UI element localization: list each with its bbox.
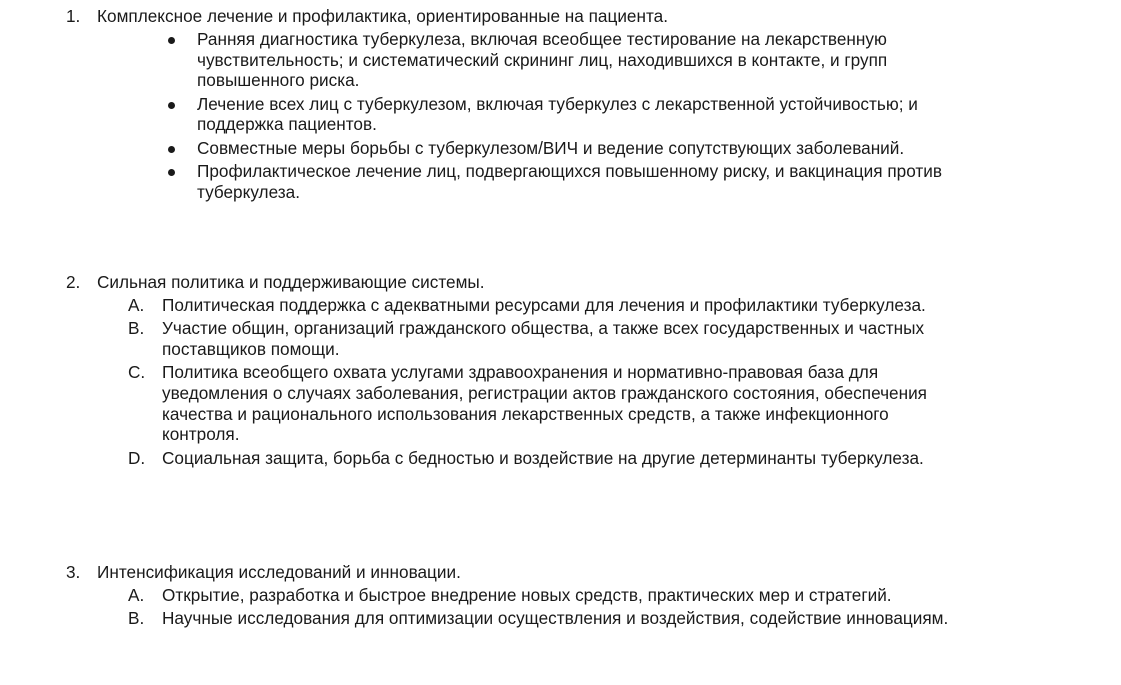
bullet-icon xyxy=(168,169,175,176)
list-item-text: Социальная защита, борьба с бедностью и воздействие на другие детерминанты туберкулеза. xyxy=(162,447,924,468)
list-item xyxy=(0,295,952,316)
list-item xyxy=(0,608,952,629)
section-1 xyxy=(0,6,1121,205)
section-2 xyxy=(0,272,1121,471)
lettered-list xyxy=(0,585,1121,629)
list-item xyxy=(0,318,952,360)
bullet-icon xyxy=(168,102,175,109)
list-item-text: Профилактическое лечение лиц, подвергающихся повышенному риску, и вакцинация против туберкулеза. xyxy=(197,160,942,202)
list-item-text: Открытие, разработка и быстрое внедрение новых средств, практических мер и стратегий. xyxy=(162,584,892,605)
list-item xyxy=(0,29,957,91)
section-number: 2. xyxy=(66,272,81,292)
list-item-text: Научные исследования для оптимизации осуществления и воздействия, содействие инновациям. xyxy=(162,607,949,628)
section-heading xyxy=(0,6,1121,27)
list-item xyxy=(0,448,952,469)
section-title: Интенсификация исследований и инновации. xyxy=(97,562,461,582)
list-item xyxy=(0,585,952,606)
item-letter: D. xyxy=(128,447,146,468)
list-item-text: Политическая поддержка с адекватными ресурсами для лечения и профилактики туберкулеза. xyxy=(162,294,926,315)
list-item xyxy=(0,161,957,203)
item-letter: B. xyxy=(128,607,145,628)
list-item xyxy=(0,138,957,159)
section-heading xyxy=(0,272,1121,293)
item-letter: A. xyxy=(128,584,145,605)
section-heading xyxy=(0,562,1121,583)
lettered-list xyxy=(0,295,1121,469)
item-letter: A. xyxy=(128,294,145,315)
list-item-text: Совместные меры борьбы с туберкулезом/ВИЧ и ведение сопутствующих заболеваний. xyxy=(197,137,905,158)
item-letter: B. xyxy=(128,317,145,338)
list-item-text: Ранняя диагностика туберкулеза, включая всеобщее тестирование на лекарственную чувствительность; и систематический скрининг лиц, находившихся в контакте, и групп повышенного риска. xyxy=(197,28,888,91)
list-item-text: Политика всеобщего охвата услугами здравоохранения и нормативно-правовая база для уведомления о случаях заболевания, регистрации актов гражданского состояния, обеспечения качества и рационального использования лекарственных средств, а также инфекционного контроля. xyxy=(162,361,927,445)
list-item-text: Участие общин, организаций гражданского общества, а также всех государственных и частных поставщиков помощи. xyxy=(162,317,925,359)
item-letter: C. xyxy=(128,361,146,382)
bullet-icon xyxy=(168,146,175,153)
list-item xyxy=(0,362,952,445)
section-3 xyxy=(0,562,1121,631)
section-number: 1. xyxy=(66,6,81,26)
section-title: Комплексное лечение и профилактика, ориентированные на пациента. xyxy=(97,6,668,26)
section-number: 3. xyxy=(66,562,81,582)
section-title: Сильная политика и поддерживающие системы. xyxy=(97,272,485,292)
bullet-icon xyxy=(168,37,175,44)
list-item-text: Лечение всех лиц с туберкулезом, включая туберкулез с лекарственной устойчивостью; и поддержка пациентов. xyxy=(197,93,918,135)
bullet-list xyxy=(0,29,1121,203)
list-item xyxy=(0,94,957,136)
